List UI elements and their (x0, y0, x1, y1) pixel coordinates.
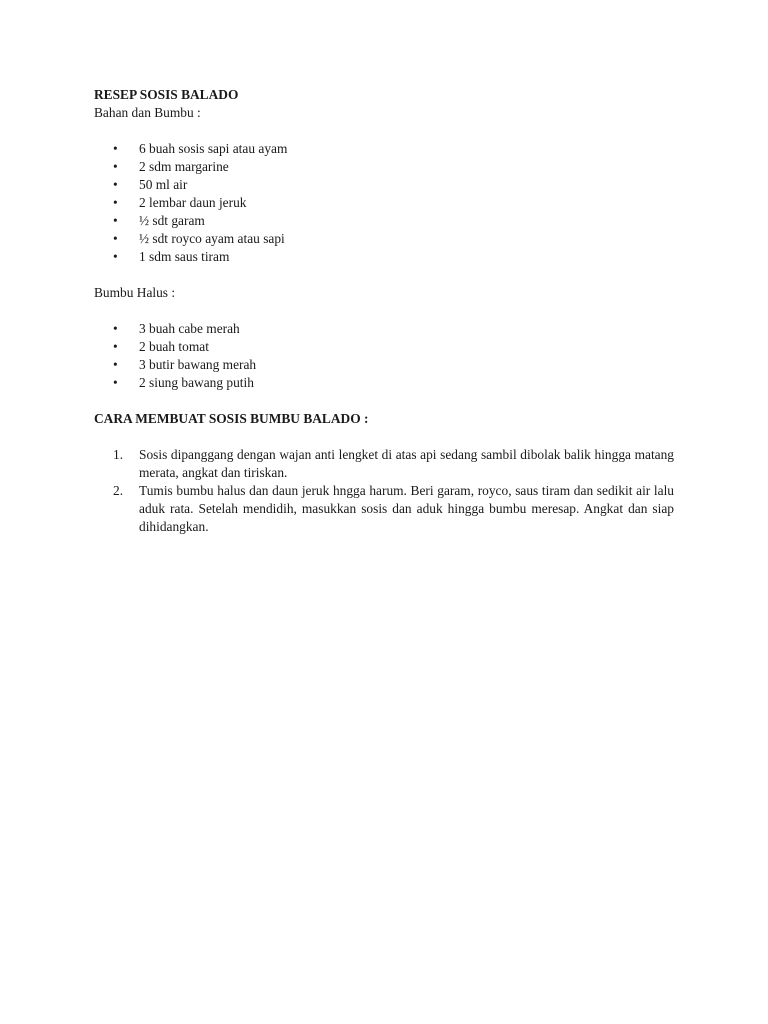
list-item (94, 230, 674, 248)
ingredient-text: 1 sdm saus tiram (139, 249, 230, 264)
ingredient-text: 6 buah sosis sapi atau ayam (139, 141, 288, 156)
list-item (94, 194, 674, 212)
list-item (94, 158, 674, 176)
recipe-title: RESEP SOSIS BALADO (94, 87, 239, 102)
list-item (94, 176, 674, 194)
page-content (94, 86, 674, 536)
paste-text: 3 butir bawang merah (139, 357, 257, 372)
step-text: Sosis dipanggang dengan wajan anti lengket di atas api sedang sambil dibolak balik hingga matang merata, angkat dan tiriskan. (139, 447, 674, 480)
method-steps-list (94, 446, 674, 536)
bullet-icon: • (113, 339, 118, 354)
list-item (94, 482, 674, 536)
ingredients-list (94, 140, 674, 266)
list-item (94, 338, 674, 356)
bullet-icon: • (113, 249, 118, 264)
ingredient-text: ½ sdt garam (139, 213, 205, 228)
bullet-icon: • (113, 195, 118, 210)
ingredient-text: 50 ml air (139, 177, 188, 192)
list-item (94, 248, 674, 266)
bullet-icon: • (113, 213, 118, 228)
step-text: Tumis bumbu halus dan daun jeruk hngga harum. Beri garam, royco, saus tiram dan sedikit air lalu aduk rata. Setelah mendidih, masukkan sosis dan aduk hingga bumbu meresap. Angkat dan siap dihidangkan. (139, 483, 674, 534)
list-item (94, 212, 674, 230)
bullet-icon: • (113, 177, 118, 192)
bullet-icon: • (113, 159, 118, 174)
step-number: 2. (113, 483, 124, 498)
list-item (94, 140, 674, 158)
list-item (94, 446, 674, 482)
bullet-icon: • (113, 231, 118, 246)
paste-text: 3 buah cabe merah (139, 321, 240, 336)
paste-label: Bumbu Halus : (94, 285, 176, 300)
method-heading: CARA MEMBUAT SOSIS BUMBU BALADO : (94, 411, 369, 426)
ingredient-text: 2 lembar daun jeruk (139, 195, 247, 210)
paste-text: 2 siung bawang putih (139, 375, 254, 390)
ingredient-text: ½ sdt royco ayam atau sapi (139, 231, 285, 246)
list-item (94, 356, 674, 374)
step-number: 1. (113, 447, 124, 462)
list-item (94, 320, 674, 338)
ingredient-text: 2 sdm margarine (139, 159, 229, 174)
list-item (94, 374, 674, 392)
paste-list (94, 320, 674, 392)
paste-text: 2 buah tomat (139, 339, 209, 354)
bullet-icon: • (113, 375, 118, 390)
ingredients-label: Bahan dan Bumbu : (94, 105, 201, 120)
bullet-icon: • (113, 321, 118, 336)
bullet-icon: • (113, 357, 118, 372)
bullet-icon: • (113, 141, 118, 156)
